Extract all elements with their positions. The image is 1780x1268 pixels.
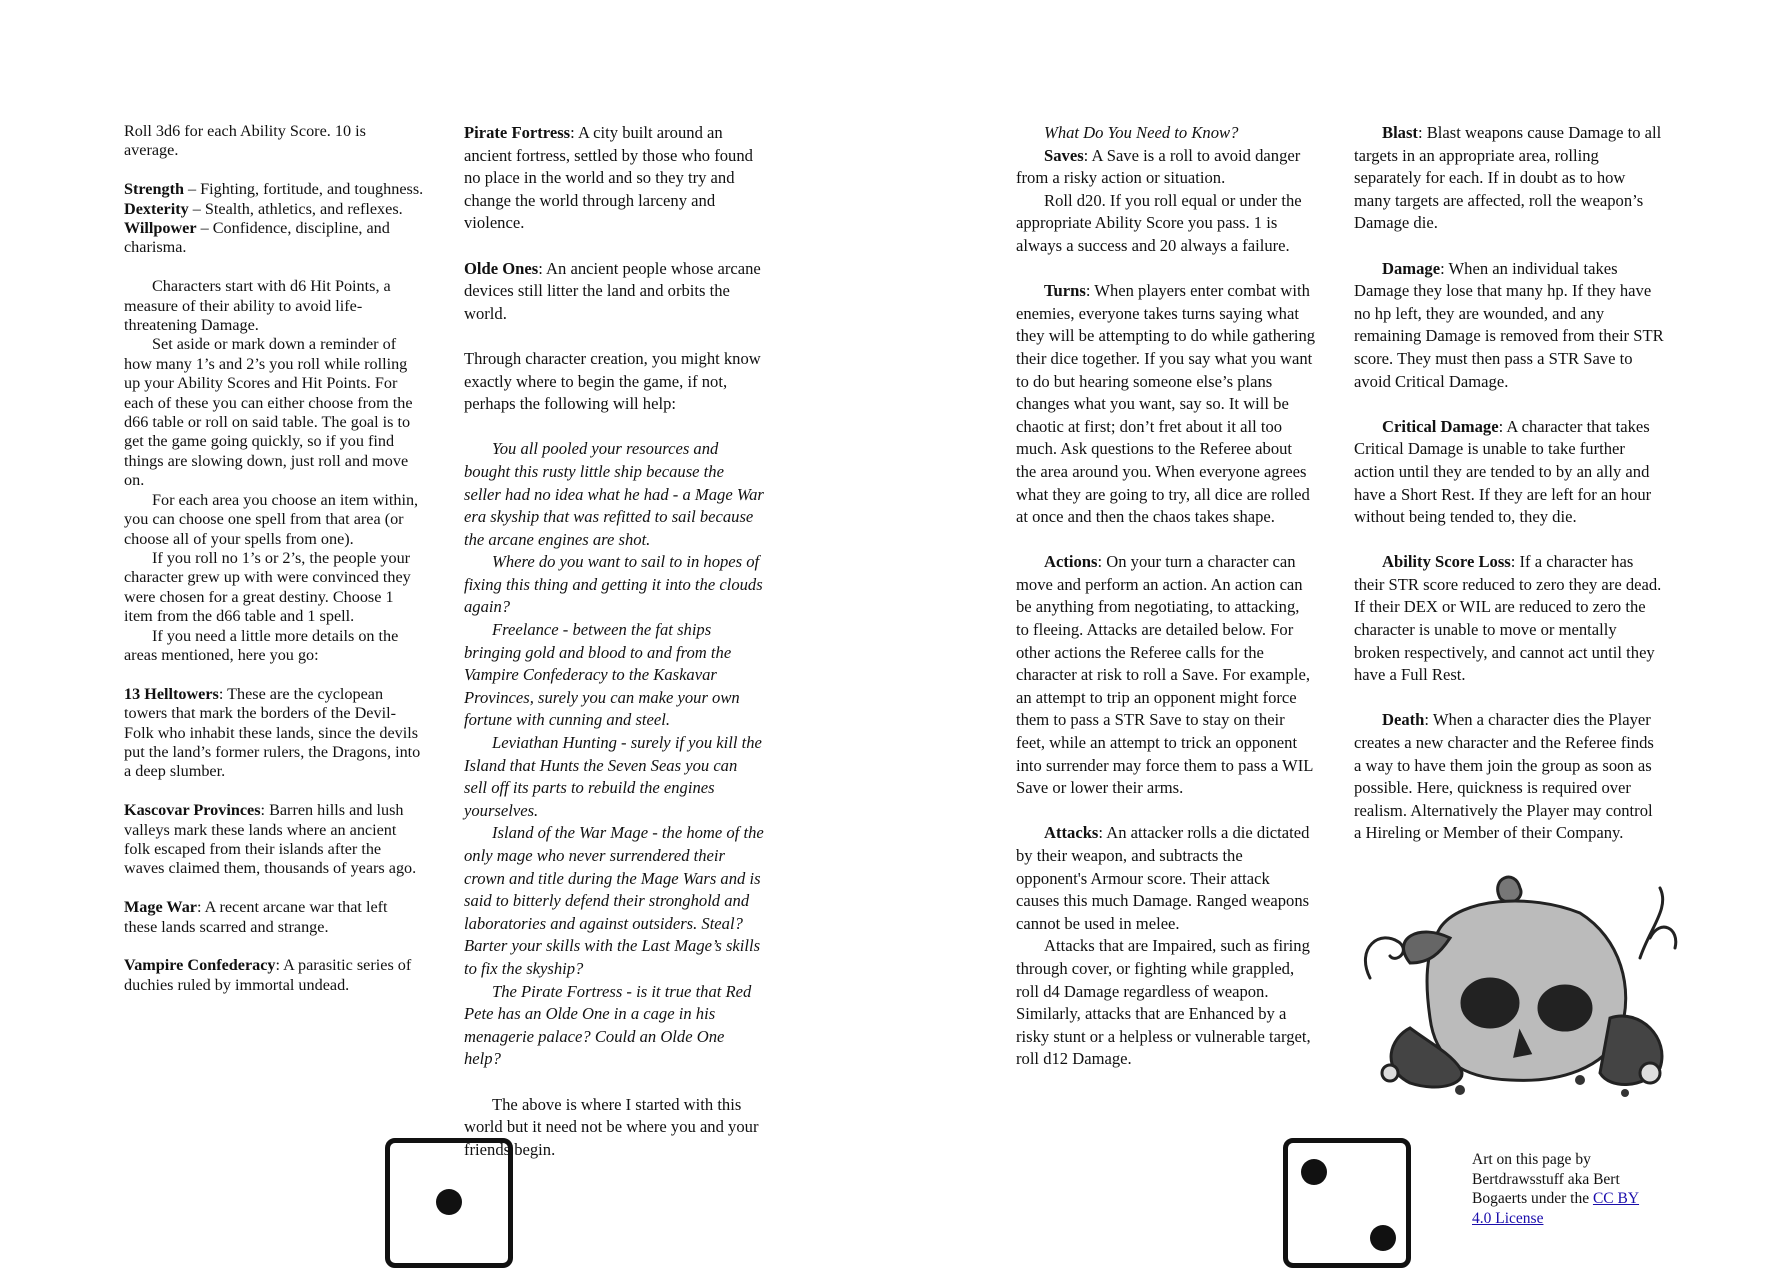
through-paragraph: Through character creation, you might know exactly where to begin the game, if not, perhaps the following will help: [464,348,761,414]
page-number-die-two [1283,1138,1411,1268]
column-3 [1016,122,1316,1071]
dexterity-label: Dexterity [124,199,189,218]
column-1 [124,122,424,995]
actions-entry: Actions: On your turn a character can move and perform an action. An action can be anything from negotiating, to attacking, to fleeing. Attacks are detailed below. For other actions the Referee calls for the character at risk to roll a Save. For example, an attempt to trip an opponent might force them to pass a STR Save to stay on their feet, while an attempt to trick an opponent into surrender may force them to pass a WIL Save or lower their arms. [1016,552,1313,798]
saves-entry: Saves: A Save is a roll to avoid danger from a risky action or situation. [1016,145,1301,188]
die-pip [436,1189,462,1215]
art-credit: Art on this page by Bertdrawsstuff aka Bert Bogaerts under the CC BY 4.0 License [1472,1151,1640,1227]
hit-points-paragraph: Characters start with d6 Hit Points, a measure of their ability to avoid life-threatening Damage. [124,277,391,335]
death-entry: Death: When a character dies the Player creates a new character and the Referee finds a way to have them join the group as soon as possible. Here, quickness is required over realism. Alternatively the Player may control a Hireling or Member of their Company. [1354,710,1654,843]
helltowers-entry: 13 Helltowers: These are the cyclopean towers that mark the borders of the Devil-Folk who inhabit these lands, since the devils put the land’s former rulers, the Dragons, into a deep slumber. [124,684,421,781]
vampire-confederacy-entry: Vampire Confederacy: A parasitic series of duchies ruled by immortal undead. [124,956,412,994]
mage-war-entry: Mage War: A recent arcane war that left these lands scarred and strange. [124,898,388,936]
skull-illustration [1350,868,1690,1100]
hook-leviathan: Leviathan Hunting - surely if you kill the Island that Hunts the Seven Seas you can sell off its parts to rebuild the engines yourselves. [464,733,762,820]
no-roll-paragraph: If you roll no 1’s or 2’s, the people your character grew up with were convinced they were chosen for a great destiny. Choose 1 item from the d66 table and 1 spell. [124,548,411,626]
intro-text: Roll 3d6 for each Ability Score. 10 is average. [124,122,366,160]
hook-question: Where do you want to sail to in hopes of fixing this thing and getting it into the clouds again? [464,552,763,617]
column-4 [1354,122,1664,845]
license-link[interactable]: CC BY 4.0 License [1472,1190,1640,1227]
dexterity-entry: Dexterity – Stealth, athletics, and reflexes. [124,199,403,218]
ability-score-loss-entry: Ability Score Loss: If a character has their STR score reduced to zero they are dead. If their DEX or WIL are reduced to zero the character is unable to move or mentally broken respectively, and cannot act until they have a Full Rest. [1354,552,1662,685]
hook-war-mage: Island of the War Mage - the home of the only mage who never surrendered their crown and title during the Mage Wars and is said to bitterly defend their stronghold and laboratories and against outsiders. Steal? Barter your skills with the Last Mage’s skills to fix the skyship? [464,823,764,978]
attacks-entry: Attacks: An attacker rolls a die dictated by their weapon, and subtracts the opponent's Armour score. Their attack causes this much Damage. Ranged weapons cannot be used in melee. [1016,823,1310,933]
willpower-label: Willpower [124,219,197,238]
closing-paragraph: The above is where I started with this world but it need not be where you and your friends begin. [464,1094,759,1159]
roll-d20-paragraph: Roll d20. If you roll equal or under the appropriate Ability Score you pass. 1 is always a success and 20 always a failure. [1016,190,1302,255]
column-2 [464,122,764,1161]
olde-ones-entry: Olde Ones: An ancient people whose arcane devices still litter the land and orbits the world. [464,258,761,323]
page-number-die-one [385,1138,513,1268]
critical-damage-entry: Critical Damage: A character that takes Critical Damage is unable to take further action until they are tended to by an ally and have a Short Rest. If they are left for an hour without being tended to, they die. [1354,416,1652,527]
strength-entry: Strength – Fighting, fortitude, and toughness. [124,180,424,199]
blast-entry: Blast: Blast weapons cause Damage to all targets in an appropriate area, rolling separately for each. If in doubt as to how many targets are affected, roll the weapon’s Damage die. [1354,123,1662,233]
impaired-paragraph: Attacks that are Impaired, such as firing through cover, or fighting while grappled, roll d4 Damage regardless of weapon. Similarly, attacks that are Enhanced by a risky stunt or a helpless or vulnerable target, roll d12 Damage. [1016,936,1311,1069]
willpower-entry: Willpower – Confidence, discipline, and charisma. [124,219,390,257]
die-pip [1370,1225,1396,1251]
turns-entry: Turns: When players enter combat with enemies, everyone takes turns saying what they will be attempting to do while gathering their dice together. If you say what you want to do but hearing someone else’s plans changes what you want, say so. It will be chaotic at first; don’t fret about it all too much. Ask questions to the Referee about the area around you. When everyone agrees what they are going to try, all dice are rolled at once and then the chaos takes shape. [1016,281,1316,527]
die-pip [1301,1159,1327,1185]
hook-intro: You all pooled your resources and bought this rusty little ship because the seller had no idea what he had - a Mage War era skyship that was refitted to sail because the arcane engines are shot. [464,439,764,549]
set-aside-paragraph: Set aside or mark down a reminder of how many 1’s and 2’s you roll while rolling up your Ability Scores and Hit Points. For each of these you can either choose from the d66 table or roll on said table. The goal is to get the game going quickly, so if you find things are slowing down, just roll and move on. [124,335,413,490]
strength-label: Strength [124,180,184,199]
area-spell-paragraph: For each area you choose an item within, you can choose one spell from that area (or choose all of your spells from one). [124,490,419,548]
hook-pirate-fortress: The Pirate Fortress - is it true that Red Pete has an Olde One in a cage in his menagerie palace? Could an Olde One help? [464,981,752,1069]
hook-freelance: Freelance - between the fat ships bringing gold and blood to and from the Vampire Confederacy to the Kaskavar Provinces, surely you can make your own fortune with cunning and steel. [464,620,740,730]
section-heading: What Do You Need to Know? [1044,123,1239,142]
pirate-fortress-entry: Pirate Fortress: A city built around an ancient fortress, settled by those who found no place in the world and so they try and change the world through larceny and violence. [464,123,753,233]
details-paragraph: If you need a little more details on the areas mentioned, here you go: [124,626,399,664]
damage-entry: Damage: When an individual takes Damage they lose that many hp. If they have no hp left, they are wounded, and any remaining Damage is removed from their STR score. They must then pass a STR Save to avoid Critical Damage. [1354,258,1664,391]
kascovar-entry: Kascovar Provinces: Barren hills and lush valleys mark these lands where an ancient folk escaped from their islands after the waves claimed them, thousands of years ago. [124,801,417,878]
